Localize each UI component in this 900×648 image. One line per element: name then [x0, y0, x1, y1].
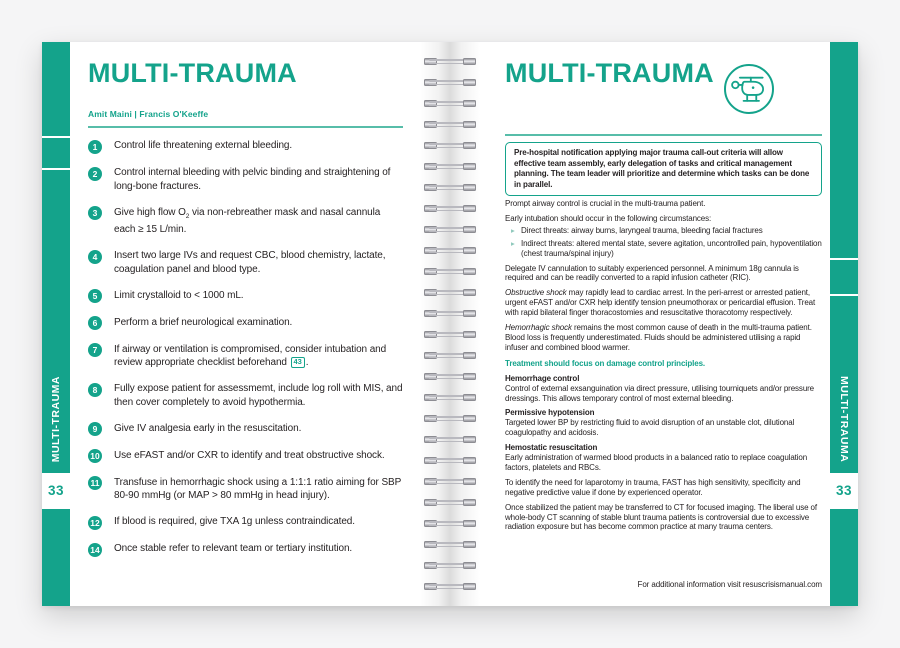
spiral-coil — [424, 58, 476, 65]
paragraph: Early administration of warmed blood products in a balanced ratio to replace coagulation factors, platelets and RBCs. — [505, 453, 808, 472]
bullet-item: ▸ Direct threats: airway burns, laryngeal trauma, bleeding facial fractures — [505, 226, 822, 236]
right-page-number: 33 — [835, 482, 853, 498]
paragraph: Prompt airway control is crucial in the multi-trauma patient. — [505, 199, 706, 208]
left-tab-segment — [42, 509, 70, 606]
item-number-badge: 1 — [88, 140, 102, 154]
left-page-number: 33 — [47, 482, 65, 498]
right-tab-segment — [830, 42, 858, 258]
item-number-badge: 5 — [88, 289, 102, 303]
spiral-coil — [424, 100, 476, 107]
footer-note: For additional information visit resuscrisismanual.com — [637, 580, 822, 589]
spiral-coil — [424, 247, 476, 254]
item-text: Control life threatening external bleeding. — [114, 140, 293, 151]
list-item — [88, 206, 406, 237]
left-chapter-tab — [42, 170, 70, 473]
right-tab-segment — [830, 260, 858, 294]
spiral-coil — [424, 205, 476, 212]
paragraph: Delegate IV cannulation to suitably experienced personnel. A minimum 18g cannula is required and can be readily converted to a rapid infusion catheter (RIC). — [505, 263, 799, 283]
item-number-badge: 4 — [88, 250, 102, 264]
spiral-coil — [424, 394, 476, 401]
paragraph: Targeted lower BP by restricting fluid to avoid disruption of an unstable clot, dilutional coagulopathy and acidosis. — [505, 418, 795, 438]
list-item — [88, 476, 406, 503]
left-tab-strip — [42, 42, 70, 606]
list-item — [88, 422, 406, 437]
item-text: Transfuse in hemorrhagic shock using a 1:1:1 ratio aiming for SBP 80-90 mmHg (or MAP > 80 mmHg in head injury). — [114, 476, 401, 501]
item-text: Limit crystalloid to < 1000 mL. — [114, 289, 244, 301]
item-text: Control internal bleeding with pelvic binding and straightening of long-bone fractures. — [114, 167, 391, 192]
right-page-title: MULTI-TRAUMA — [505, 58, 714, 88]
item-text: Perform a brief neurological examination. — [114, 316, 293, 328]
spiral-coil — [424, 352, 476, 359]
spiral-coil — [424, 436, 476, 443]
list-item — [88, 316, 406, 331]
list-item — [88, 249, 406, 276]
paragraph: Early intubation should occur in the following circumstances: — [505, 213, 712, 223]
manual-spread — [42, 42, 858, 606]
spiral-coil — [424, 562, 476, 569]
list-item — [88, 343, 406, 370]
spiral-coil — [424, 184, 476, 191]
paragraph: Control of external exsanguination via direct pressure, utilising tourniquets and/or pressure dressings. This allows temporary control of most external bleeding. — [505, 383, 815, 403]
spiral-coil — [424, 541, 476, 548]
item-text: Fully expose patient for assessmemt, include log roll with MIS, and then cover completely to avoid hypothermia. — [114, 383, 403, 408]
item-text: Give IV analgesia early in the resuscitation. — [114, 422, 302, 434]
procedure-list — [88, 139, 406, 569]
list-item — [88, 542, 406, 557]
list-item — [88, 139, 406, 154]
item-text: Insert two large IVs and request CBC, blood chemistry, lactate, coagulation panel and blood type. — [114, 250, 386, 275]
right-tab-label: MULTI-TRAUMA — [838, 375, 850, 462]
list-item — [88, 515, 406, 530]
item-number-badge: 14 — [88, 543, 102, 557]
right-tab-strip — [830, 42, 858, 606]
right-tab-segment — [830, 509, 858, 606]
spiral-coil — [424, 268, 476, 275]
spiral-coil — [424, 415, 476, 422]
item-text: Use eFAST and/or CXR to identify and treat obstructive shock. — [114, 449, 385, 461]
sub-heading: Permissive hypotension — [505, 408, 595, 418]
item-number-badge: 9 — [88, 422, 102, 436]
spiral-coil — [424, 499, 476, 506]
sub-heading: Hemorrhage control — [505, 373, 580, 383]
left-tab-segment — [42, 138, 70, 168]
spiral-coil — [424, 373, 476, 380]
item-number-badge: 2 — [88, 167, 102, 181]
paragraph: Once stabilized the patient may be transferred to CT for focused imaging. The liberal use of whole-body CT scanning of stable blunt trauma patients is controversial due to excessive radiation exposure but has become common practice at many trauma centers. — [505, 502, 817, 532]
list-item — [88, 449, 406, 464]
spiral-coil — [424, 226, 476, 233]
paragraph: To identify the need for laparotomy in trauma, FAST has high sensitivity, specificity and negative predictive value if done by experienced operator. — [505, 477, 801, 497]
left-title-rule — [88, 126, 403, 128]
spiral-coil — [424, 79, 476, 86]
item-number-badge: 3 — [88, 206, 102, 220]
spiral-coil — [424, 520, 476, 527]
spiral-coil — [424, 121, 476, 128]
list-item — [88, 289, 406, 304]
helicopter-icon — [724, 64, 774, 114]
item-text: Once stable refer to relevant team or tertiary institution. — [114, 543, 353, 554]
left-tab-segment — [42, 42, 70, 136]
spiral-coil — [424, 310, 476, 317]
right-chapter-tab — [830, 296, 858, 473]
spiral-binding — [424, 58, 476, 590]
prehospital-notice-box: Pre-hospital notification applying major trauma call-out criteria will allow effective team assembly, early delegation of tasks and critical management planning. The team leader will prioritize and determine which tasks can be done in parallel. — [505, 142, 822, 196]
bullet-item: ▸ Indirect threats: altered mental state, severe agitation, uncontrolled pain, hypoventilation (chest trauma/spinal injury) — [505, 239, 822, 259]
item-number-badge: 10 — [88, 449, 102, 463]
item-number-badge: 11 — [88, 476, 102, 490]
paragraph: Hemorrhagic shock remains the most common cause of death in the multi-trauma patient. Blood loss is frequently underestimated. Fluids should be administered utilising a rapid infuser and combined blood warmer. — [505, 323, 812, 352]
item-text: If blood is required, give TXA 1g unless contraindicated. — [114, 516, 355, 527]
spiral-coil — [424, 478, 476, 485]
authors-line: Amit Maini | Francis O'Keeffe — [88, 109, 209, 119]
left-tab-label: MULTI-TRAUMA — [50, 375, 62, 462]
item-number-badge: 7 — [88, 343, 102, 357]
spiral-coil — [424, 289, 476, 296]
spiral-coil — [424, 331, 476, 338]
right-page-number-slot — [830, 473, 858, 507]
spiral-coil — [424, 163, 476, 170]
list-item — [88, 166, 406, 193]
item-number-badge: 12 — [88, 516, 102, 530]
spiral-coil — [424, 457, 476, 464]
sub-heading: Hemostatic resuscitation — [505, 443, 598, 453]
item-text: Give high flow $O_2$ via non-rebreather mask and nasal cannula each ≥ 15 L/min. — [114, 206, 381, 235]
item-number-badge: 8 — [88, 383, 102, 397]
left-page-title: MULTI-TRAUMA — [88, 58, 297, 88]
left-page-number-slot — [42, 473, 70, 507]
spiral-coil — [424, 583, 476, 590]
spiral-coil — [424, 142, 476, 149]
paragraph: Obstructive shock may rapidly lead to cardiac arrest. In the peri-arrest or arrested patient, urgent eFAST and/or CXR help identify tension pneumothorax or pericardial effusion. Treat with rapid bilateral finger thoracostomies and resuscitative thoracotomy respectively. — [505, 288, 816, 318]
item-text: If airway or ventilation is compromised, consider intubation and review appropriate checklist beforehand 43 . — [114, 343, 387, 368]
checklist-reference-badge: 43 — [291, 357, 305, 368]
paragraph: Treatment should focus on damage control principles. — [505, 358, 706, 368]
item-number-badge: 6 — [88, 316, 102, 330]
right-title-rule — [505, 134, 822, 136]
right-text-column — [505, 199, 822, 532]
list-item — [88, 382, 406, 409]
